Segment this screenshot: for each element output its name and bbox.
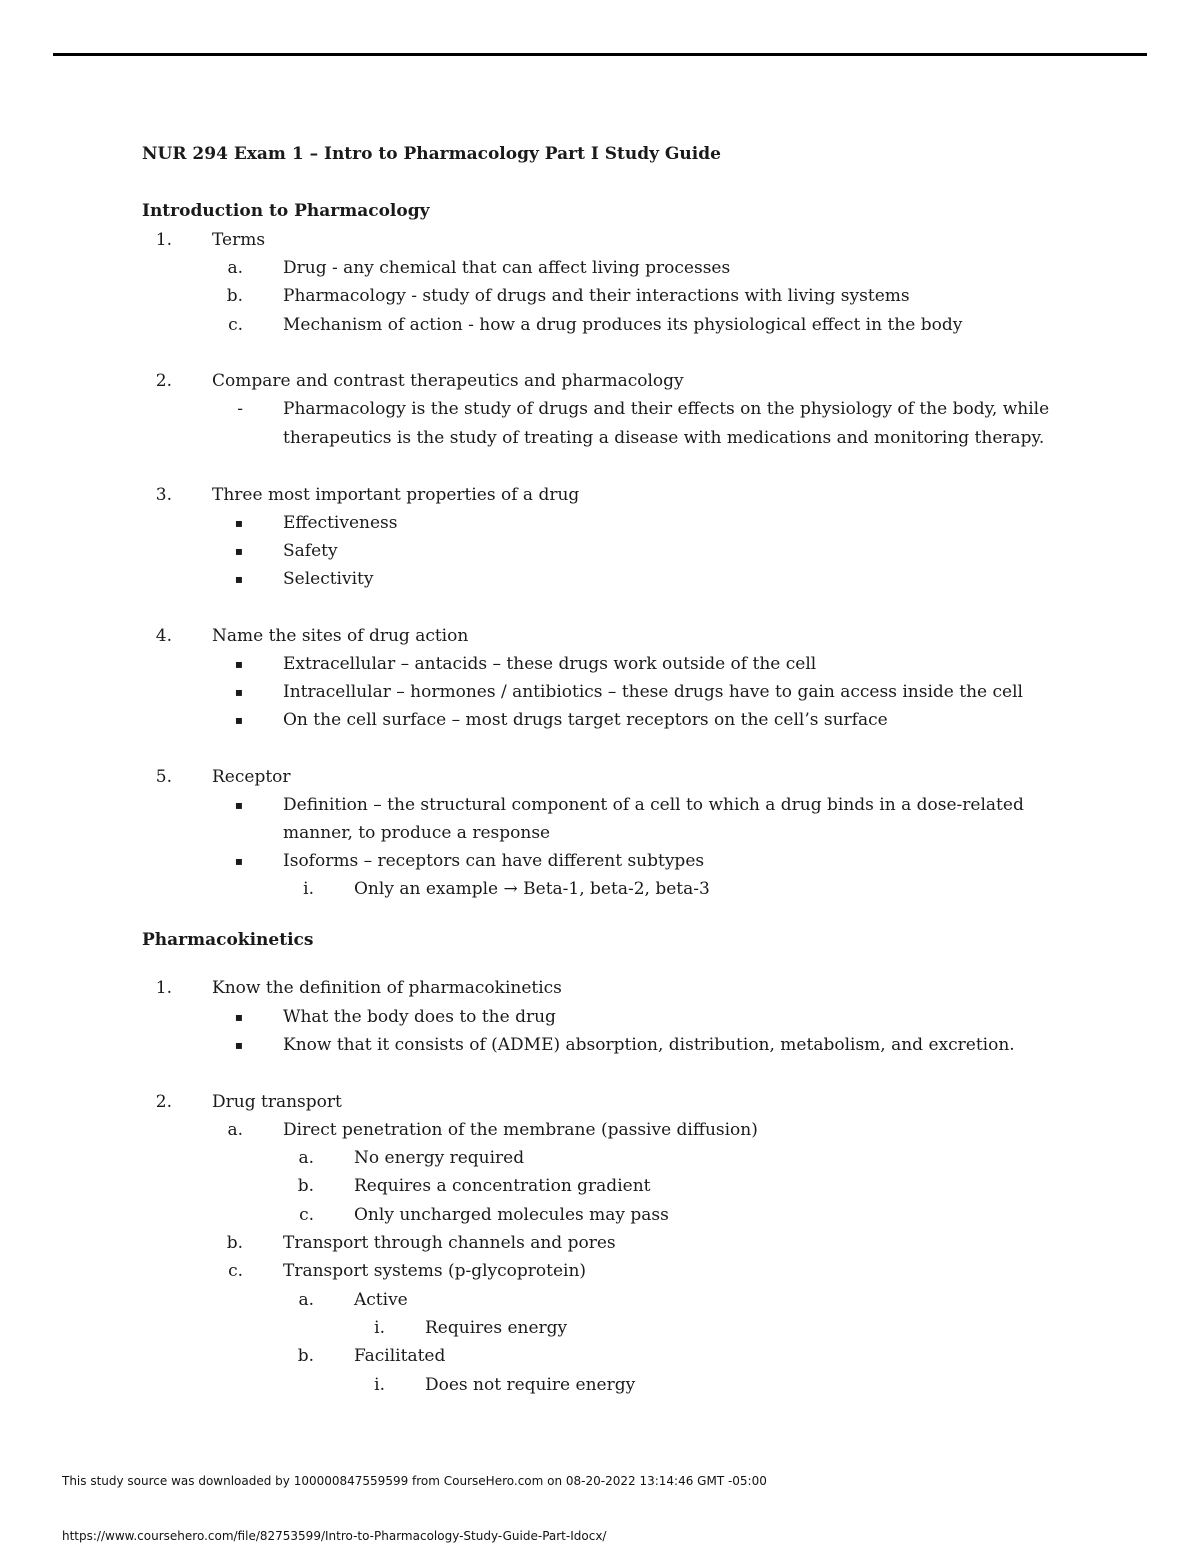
list-marker: 1.	[155, 230, 172, 250]
list-item-text: Intracellular – hormones / antibiotics – these drugs have to gain access inside the cell	[283, 682, 1023, 702]
section-heading: Introduction to Pharmacology	[142, 201, 430, 221]
list-marker: b.	[297, 1346, 314, 1366]
list-marker: 2.	[155, 1092, 172, 1112]
list-item-text: Effectiveness	[283, 513, 398, 533]
list-item-text-continued: manner, to produce a response	[283, 823, 551, 843]
list-marker: i.	[374, 1375, 385, 1395]
bullet-marker: ▪	[234, 1010, 243, 1024]
list-marker: a.	[227, 1120, 243, 1140]
bullet-marker: ▪	[234, 713, 243, 727]
source-url[interactable]: https://www.coursehero.com/file/82753599/Intro-to-Pharmacology-Study-Guide-Part-Idocx/	[62, 1529, 607, 1543]
list-marker: b.	[297, 1176, 314, 1196]
bullet-marker: ▪	[234, 544, 243, 558]
list-item-text: On the cell surface – most drugs target receptors on the cell’s surface	[283, 710, 888, 730]
bullet-marker: ▪	[234, 1038, 243, 1052]
list-marker: i.	[303, 879, 314, 899]
document-title: NUR 294 Exam 1 – Intro to Pharmacology Part I Study Guide	[142, 144, 721, 164]
bullet-marker: ▪	[234, 798, 243, 812]
list-item-text: Isoforms – receptors can have different subtypes	[283, 851, 705, 871]
list-item-text: Transport through channels and pores	[283, 1233, 616, 1253]
list-marker: 3.	[155, 485, 172, 505]
list-item-text: Mechanism of action - how a drug produces its physiological effect in the body	[283, 315, 963, 335]
list-marker: a.	[298, 1148, 314, 1168]
list-item-text: Terms	[212, 230, 266, 250]
list-marker: b.	[226, 1233, 243, 1253]
section-heading: Pharmacokinetics	[142, 930, 314, 950]
list-marker: c.	[299, 1205, 314, 1225]
bullet-marker: ▪	[234, 657, 243, 671]
list-item-text: Know the definition of pharmacokinetics	[212, 978, 562, 998]
list-item-text: Pharmacology - study of drugs and their interactions with living systems	[283, 286, 910, 306]
list-item-text: Requires a concentration gradient	[354, 1176, 651, 1196]
list-item-text: Requires energy	[425, 1318, 568, 1338]
list-item-text: Only an example → Beta-1, beta-2, beta-3	[354, 879, 710, 899]
bullet-marker: ▪	[234, 572, 243, 586]
list-item-text: What the body does to the drug	[283, 1007, 556, 1027]
list-item-text: Facilitated	[354, 1346, 446, 1366]
list-marker: a.	[227, 258, 243, 278]
list-item-text: Drug transport	[212, 1092, 342, 1112]
bullet-marker: ▪	[234, 516, 243, 530]
list-item-text: Three most important properties of a drug	[212, 485, 580, 505]
list-marker: a.	[298, 1290, 314, 1310]
download-source-note: This study source was downloaded by 100000847559599 from CourseHero.com on 08-20-2022 13:14:46 GMT -05:00	[62, 1474, 767, 1488]
list-item-text: Extracellular – antacids – these drugs work outside of the cell	[283, 654, 817, 674]
list-item-text: Does not require energy	[425, 1375, 636, 1395]
list-marker: -	[237, 399, 243, 419]
list-item-text: Only uncharged molecules may pass	[354, 1205, 669, 1225]
list-marker: 2.	[155, 371, 172, 391]
list-marker: c.	[228, 1261, 243, 1281]
bullet-marker: ▪	[234, 685, 243, 699]
list-item-text: Name the sites of drug action	[212, 626, 469, 646]
list-marker: 5.	[155, 767, 172, 787]
list-marker: c.	[228, 315, 243, 335]
bullet-marker: ▪	[234, 854, 243, 868]
list-item-text: Active	[354, 1290, 408, 1310]
list-item-text: Safety	[283, 541, 338, 561]
list-item-text: Compare and contrast therapeutics and pharmacology	[212, 371, 684, 391]
list-marker: b.	[226, 286, 243, 306]
list-marker: 4.	[155, 626, 172, 646]
list-item-text: Transport systems (p-glycoprotein)	[283, 1261, 587, 1281]
list-marker: 1.	[155, 978, 172, 998]
list-marker: i.	[374, 1318, 385, 1338]
list-item-text: Drug - any chemical that can affect living processes	[283, 258, 731, 278]
list-item-text: Definition – the structural component of a cell to which a drug binds in a dose-related	[283, 795, 1024, 815]
list-item-text-continued: therapeutics is the study of treating a disease with medications and monitoring therapy.	[283, 428, 1045, 448]
list-item-text: Receptor	[212, 767, 291, 787]
list-item-text: Direct penetration of the membrane (passive diffusion)	[283, 1120, 758, 1140]
top-rule	[53, 53, 1147, 56]
list-item-text: Pharmacology is the study of drugs and their effects on the physiology of the body, while	[283, 399, 1050, 419]
list-item-text: Selectivity	[283, 569, 374, 589]
list-item-text: Know that it consists of (ADME) absorption, distribution, metabolism, and excretion.	[283, 1035, 1015, 1055]
list-item-text: No energy required	[354, 1148, 525, 1168]
